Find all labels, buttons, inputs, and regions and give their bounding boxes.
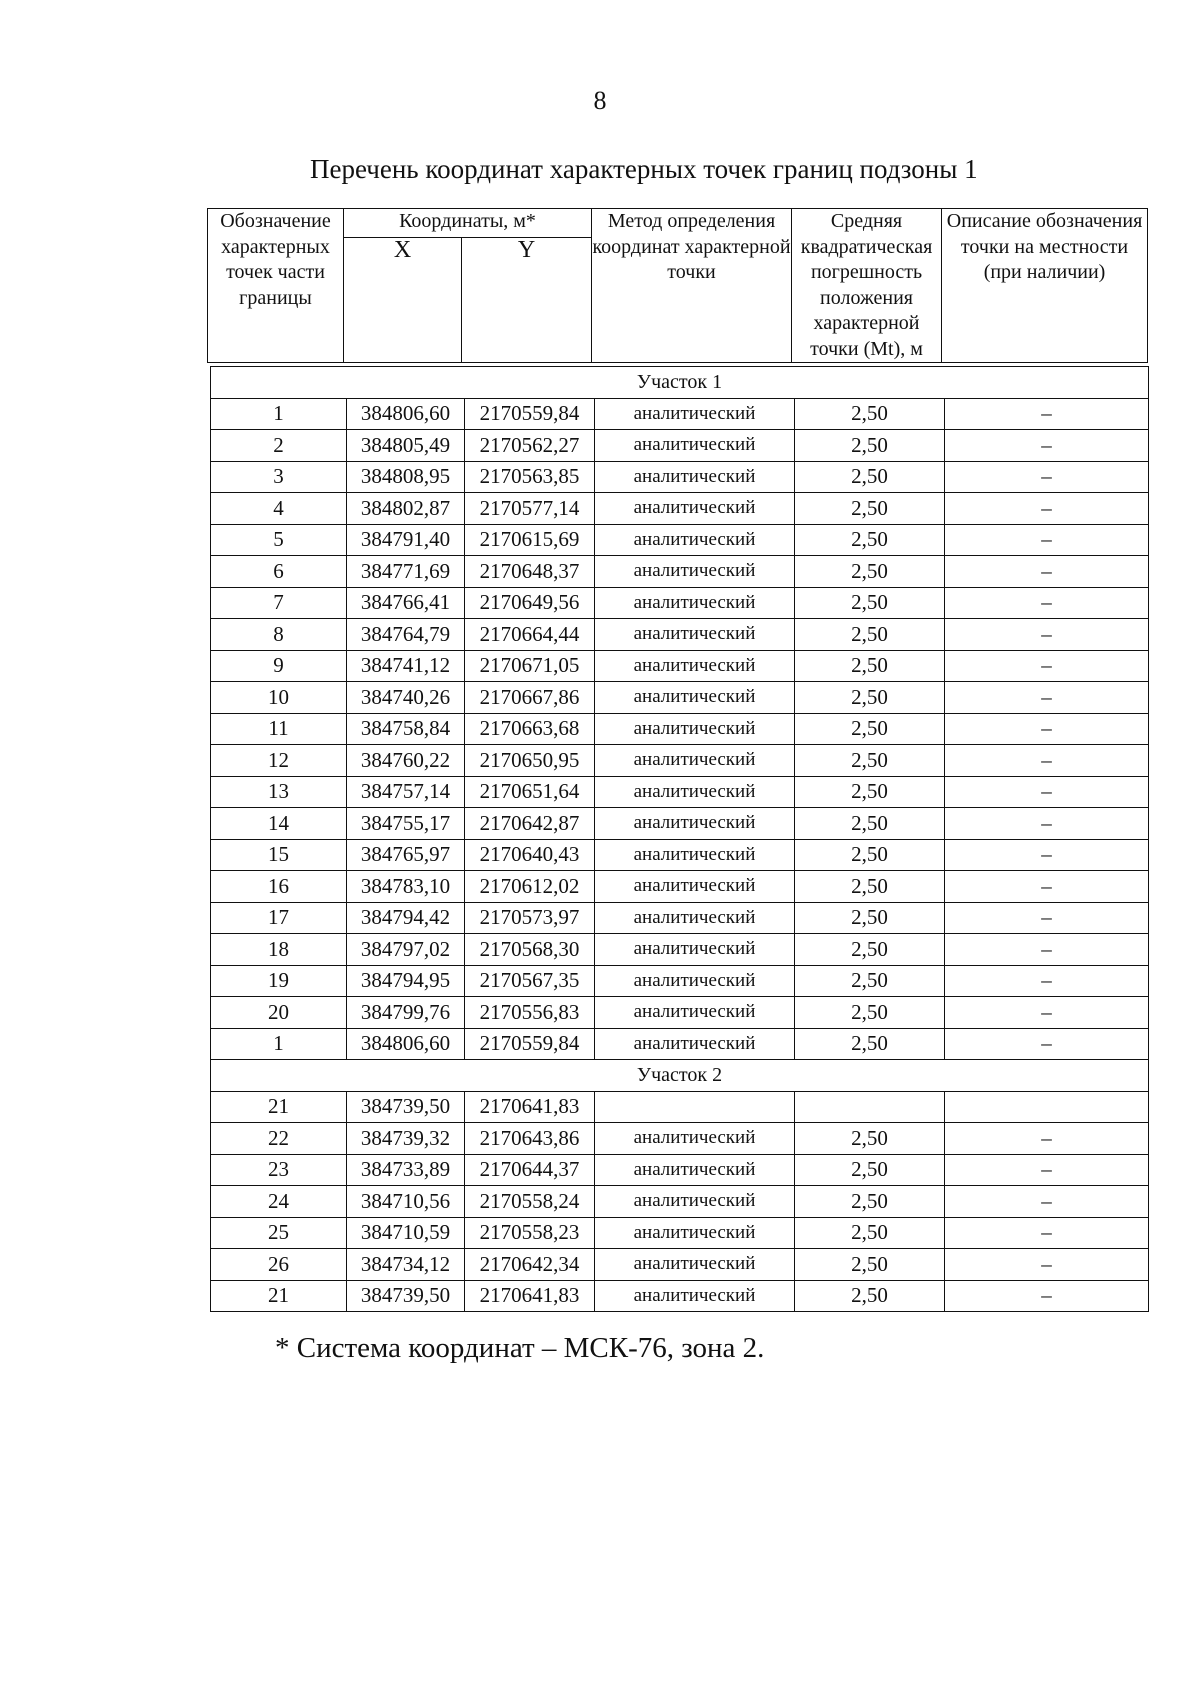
y-coordinate-cell: 2170615,69: [465, 524, 595, 556]
description-cell: –: [945, 1123, 1149, 1155]
table-row: [211, 556, 1149, 588]
mean-error-cell: [795, 1091, 945, 1123]
mean-error-cell: 2,50: [795, 839, 945, 871]
x-coordinate-cell: 384791,40: [347, 524, 465, 556]
y-coordinate-cell: 2170567,35: [465, 965, 595, 997]
method-cell: аналитический: [595, 1186, 795, 1218]
y-coordinate-cell: 2170663,68: [465, 713, 595, 745]
method-cell: аналитический: [595, 650, 795, 682]
x-coordinate-cell: 384802,87: [347, 493, 465, 525]
description-cell: –: [945, 713, 1149, 745]
method-cell: аналитический: [595, 1154, 795, 1186]
description-cell: –: [945, 556, 1149, 588]
table-row: [211, 1280, 1149, 1312]
x-coordinate-cell: 384794,42: [347, 902, 465, 934]
mean-error-cell: 2,50: [795, 1028, 945, 1060]
point-cell: 8: [211, 619, 347, 651]
coordinates-table-body: [211, 367, 1149, 1312]
document-title: Перечень координат характерных точек границ подзоны 1: [310, 154, 978, 184]
point-cell: 1: [211, 1028, 347, 1060]
section-title: Участок 2: [211, 1060, 1149, 1092]
point-cell: 18: [211, 934, 347, 966]
method-cell: аналитический: [595, 934, 795, 966]
y-coordinate-cell: 2170648,37: [465, 556, 595, 588]
description-cell: –: [945, 1028, 1149, 1060]
point-cell: 1: [211, 398, 347, 430]
mean-error-cell: 2,50: [795, 1280, 945, 1312]
method-cell: аналитический: [595, 808, 795, 840]
y-coordinate-cell: 2170643,86: [465, 1123, 595, 1155]
mean-error-cell: 2,50: [795, 524, 945, 556]
description-cell: –: [945, 619, 1149, 651]
x-coordinate-cell: 384764,79: [347, 619, 465, 651]
y-coordinate-cell: 2170558,24: [465, 1186, 595, 1218]
y-coordinate-cell: 2170641,83: [465, 1091, 595, 1123]
x-coordinate-cell: 384766,41: [347, 587, 465, 619]
method-cell: аналитический: [595, 997, 795, 1029]
y-coordinate-cell: 2170664,44: [465, 619, 595, 651]
y-coordinate-cell: 2170642,87: [465, 808, 595, 840]
description-cell: –: [945, 524, 1149, 556]
header-y: Y: [462, 238, 592, 363]
description-cell: –: [945, 902, 1149, 934]
mean-error-cell: 2,50: [795, 556, 945, 588]
mean-error-cell: 2,50: [795, 902, 945, 934]
table-row: [211, 650, 1149, 682]
header-x: X: [344, 238, 462, 363]
table-row: [211, 1123, 1149, 1155]
mean-error-cell: 2,50: [795, 776, 945, 808]
description-cell: –: [945, 808, 1149, 840]
description-cell: –: [945, 1186, 1149, 1218]
table-row: [211, 839, 1149, 871]
method-cell: аналитический: [595, 682, 795, 714]
table-row: [211, 745, 1149, 777]
mean-error-cell: 2,50: [795, 619, 945, 651]
y-coordinate-cell: 2170649,56: [465, 587, 595, 619]
method-cell: аналитический: [595, 398, 795, 430]
mean-error-cell: 2,50: [795, 745, 945, 777]
y-coordinate-cell: 2170612,02: [465, 871, 595, 903]
x-coordinate-cell: 384733,89: [347, 1154, 465, 1186]
mean-error-cell: 2,50: [795, 430, 945, 462]
point-cell: 5: [211, 524, 347, 556]
header-description: Описание обозначения точки на местности (при наличии): [942, 209, 1148, 363]
description-cell: –: [945, 1154, 1149, 1186]
x-coordinate-cell: 384806,60: [347, 1028, 465, 1060]
y-coordinate-cell: 2170559,84: [465, 1028, 595, 1060]
point-cell: 4: [211, 493, 347, 525]
x-coordinate-cell: 384734,12: [347, 1249, 465, 1281]
y-coordinate-cell: 2170640,43: [465, 839, 595, 871]
mean-error-cell: 2,50: [795, 650, 945, 682]
mean-error-cell: 2,50: [795, 682, 945, 714]
description-cell: –: [945, 745, 1149, 777]
header-mean-error: Средняя квадратическая погрешность положения характерной точки (Mt), м: [792, 209, 942, 363]
mean-error-cell: 2,50: [795, 1186, 945, 1218]
method-cell: аналитический: [595, 965, 795, 997]
table-row: [211, 524, 1149, 556]
y-coordinate-cell: 2170556,83: [465, 997, 595, 1029]
mean-error-cell: 2,50: [795, 587, 945, 619]
table-row: [211, 808, 1149, 840]
description-cell: –: [945, 1280, 1149, 1312]
method-cell: аналитический: [595, 1123, 795, 1155]
description-cell: –: [945, 493, 1149, 525]
method-cell: аналитический: [595, 745, 795, 777]
point-cell: 13: [211, 776, 347, 808]
y-coordinate-cell: 2170562,27: [465, 430, 595, 462]
x-coordinate-cell: 384805,49: [347, 430, 465, 462]
y-coordinate-cell: 2170671,05: [465, 650, 595, 682]
mean-error-cell: 2,50: [795, 934, 945, 966]
x-coordinate-cell: 384758,84: [347, 713, 465, 745]
point-cell: 21: [211, 1091, 347, 1123]
method-cell: аналитический: [595, 493, 795, 525]
table-row: [211, 1028, 1149, 1060]
point-cell: 16: [211, 871, 347, 903]
description-cell: –: [945, 587, 1149, 619]
header-method: Метод определения координат характерной точки: [592, 209, 792, 363]
method-cell: аналитический: [595, 1028, 795, 1060]
y-coordinate-cell: 2170559,84: [465, 398, 595, 430]
point-cell: 25: [211, 1217, 347, 1249]
y-coordinate-cell: 2170577,14: [465, 493, 595, 525]
x-coordinate-cell: 384794,95: [347, 965, 465, 997]
mean-error-cell: 2,50: [795, 493, 945, 525]
method-cell: [595, 1091, 795, 1123]
method-cell: аналитический: [595, 713, 795, 745]
y-coordinate-cell: 2170558,23: [465, 1217, 595, 1249]
point-cell: 3: [211, 461, 347, 493]
table-row: [211, 902, 1149, 934]
table-row: [211, 1186, 1149, 1218]
method-cell: аналитический: [595, 1280, 795, 1312]
description-cell: –: [945, 430, 1149, 462]
method-cell: аналитический: [595, 556, 795, 588]
table-row: [211, 682, 1149, 714]
point-cell: 24: [211, 1186, 347, 1218]
x-coordinate-cell: 384739,50: [347, 1091, 465, 1123]
description-cell: –: [945, 398, 1149, 430]
point-cell: 19: [211, 965, 347, 997]
x-coordinate-cell: 384757,14: [347, 776, 465, 808]
section-title: Участок 1: [211, 367, 1149, 399]
mean-error-cell: 2,50: [795, 1249, 945, 1281]
mean-error-cell: 2,50: [795, 398, 945, 430]
description-cell: –: [945, 682, 1149, 714]
section-row: [211, 1060, 1149, 1092]
x-coordinate-cell: 384710,56: [347, 1186, 465, 1218]
x-coordinate-cell: 384783,10: [347, 871, 465, 903]
method-cell: аналитический: [595, 1217, 795, 1249]
x-coordinate-cell: 384741,12: [347, 650, 465, 682]
table-row: [211, 934, 1149, 966]
x-coordinate-cell: 384760,22: [347, 745, 465, 777]
description-cell: –: [945, 871, 1149, 903]
table-row: [211, 430, 1149, 462]
description-cell: –: [945, 776, 1149, 808]
table-row: [211, 493, 1149, 525]
section-row: [211, 367, 1149, 399]
table-row: [211, 1217, 1149, 1249]
description-cell: [945, 1091, 1149, 1123]
x-coordinate-cell: 384739,50: [347, 1280, 465, 1312]
method-cell: аналитический: [595, 1249, 795, 1281]
point-cell: 22: [211, 1123, 347, 1155]
y-coordinate-cell: 2170667,86: [465, 682, 595, 714]
point-cell: 26: [211, 1249, 347, 1281]
x-coordinate-cell: 384755,17: [347, 808, 465, 840]
table-row: [211, 713, 1149, 745]
x-coordinate-cell: 384765,97: [347, 839, 465, 871]
table-row: [211, 587, 1149, 619]
table-row: [211, 1249, 1149, 1281]
x-coordinate-cell: 384740,26: [347, 682, 465, 714]
y-coordinate-cell: 2170644,37: [465, 1154, 595, 1186]
y-coordinate-cell: 2170563,85: [465, 461, 595, 493]
mean-error-cell: 2,50: [795, 965, 945, 997]
mean-error-cell: 2,50: [795, 997, 945, 1029]
mean-error-cell: 2,50: [795, 1217, 945, 1249]
point-cell: 10: [211, 682, 347, 714]
point-cell: 17: [211, 902, 347, 934]
y-coordinate-cell: 2170568,30: [465, 934, 595, 966]
x-coordinate-cell: 384808,95: [347, 461, 465, 493]
table-row: [211, 398, 1149, 430]
point-cell: 20: [211, 997, 347, 1029]
header-point-designation: Обозначение характерных точек части границы: [208, 209, 344, 363]
method-cell: аналитический: [595, 430, 795, 462]
point-cell: 7: [211, 587, 347, 619]
x-coordinate-cell: 384710,59: [347, 1217, 465, 1249]
y-coordinate-cell: 2170651,64: [465, 776, 595, 808]
method-cell: аналитический: [595, 839, 795, 871]
x-coordinate-cell: 384771,69: [347, 556, 465, 588]
coordinates-table: [210, 366, 1149, 1312]
point-cell: 15: [211, 839, 347, 871]
x-coordinate-cell: 384806,60: [347, 398, 465, 430]
method-cell: аналитический: [595, 461, 795, 493]
x-coordinate-cell: 384739,32: [347, 1123, 465, 1155]
table-row: [211, 1154, 1149, 1186]
y-coordinate-cell: 2170573,97: [465, 902, 595, 934]
method-cell: аналитический: [595, 902, 795, 934]
table-row: [211, 776, 1149, 808]
table-row: [211, 997, 1149, 1029]
point-cell: 9: [211, 650, 347, 682]
table-row: [211, 871, 1149, 903]
description-cell: –: [945, 839, 1149, 871]
table-row: [211, 1091, 1149, 1123]
description-cell: –: [945, 997, 1149, 1029]
method-cell: аналитический: [595, 776, 795, 808]
header-coordinates: Координаты, м*: [344, 209, 592, 238]
y-coordinate-cell: 2170650,95: [465, 745, 595, 777]
point-cell: 2: [211, 430, 347, 462]
point-cell: 6: [211, 556, 347, 588]
description-cell: –: [945, 1217, 1149, 1249]
mean-error-cell: 2,50: [795, 1154, 945, 1186]
mean-error-cell: 2,50: [795, 808, 945, 840]
mean-error-cell: 2,50: [795, 871, 945, 903]
table-row: [211, 965, 1149, 997]
method-cell: аналитический: [595, 587, 795, 619]
method-cell: аналитический: [595, 871, 795, 903]
point-cell: 12: [211, 745, 347, 777]
point-cell: 21: [211, 1280, 347, 1312]
x-coordinate-cell: 384799,76: [347, 997, 465, 1029]
method-cell: аналитический: [595, 619, 795, 651]
description-cell: –: [945, 1249, 1149, 1281]
description-cell: –: [945, 650, 1149, 682]
description-cell: –: [945, 461, 1149, 493]
y-coordinate-cell: 2170642,34: [465, 1249, 595, 1281]
footnote: * Система координат – МСК-76, зона 2.: [275, 1332, 765, 1364]
point-cell: 11: [211, 713, 347, 745]
mean-error-cell: 2,50: [795, 713, 945, 745]
mean-error-cell: 2,50: [795, 461, 945, 493]
y-coordinate-cell: 2170641,83: [465, 1280, 595, 1312]
method-cell: аналитический: [595, 524, 795, 556]
x-coordinate-cell: 384797,02: [347, 934, 465, 966]
table-row: [211, 619, 1149, 651]
point-cell: 23: [211, 1154, 347, 1186]
description-cell: –: [945, 934, 1149, 966]
page-number: 8: [593, 86, 607, 115]
coordinates-table-header: [207, 208, 1148, 363]
description-cell: –: [945, 965, 1149, 997]
table-row: [211, 461, 1149, 493]
mean-error-cell: 2,50: [795, 1123, 945, 1155]
point-cell: 14: [211, 808, 347, 840]
